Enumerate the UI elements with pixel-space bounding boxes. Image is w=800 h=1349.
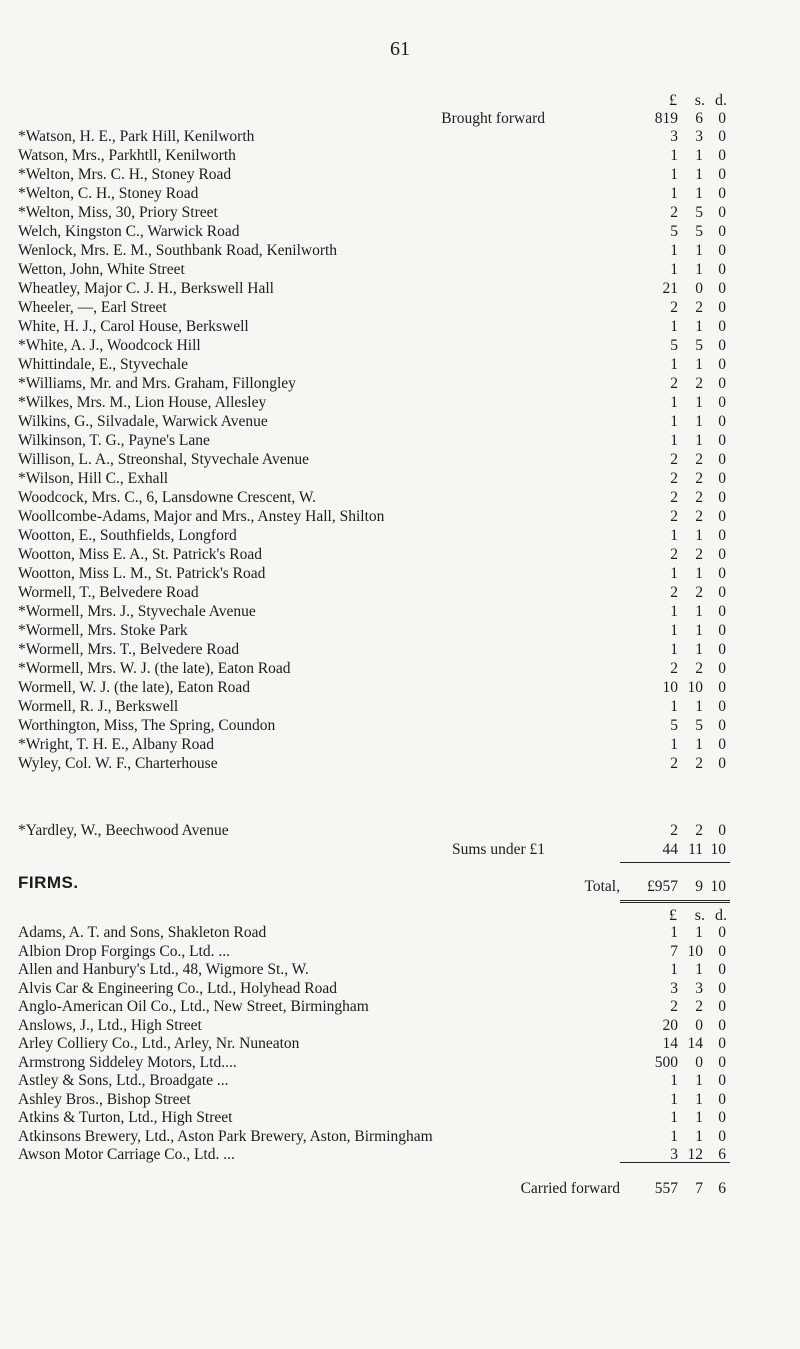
amount-pence: 0 — [718, 527, 726, 544]
amount-pounds: 1 — [670, 603, 678, 620]
brought-forward-label: Brought forward — [441, 110, 545, 127]
ledger-row — [0, 147, 800, 165]
amount-pounds: 7 — [670, 942, 678, 960]
amount-pence: 0 — [718, 451, 726, 468]
ledger-row — [0, 698, 800, 716]
donor-name: Wilkins, G., Silvadale, Warwick Avenue — [18, 413, 268, 430]
amount-shillings: 11 — [688, 841, 703, 858]
amount-shillings: 1 — [695, 166, 703, 183]
amount-pounds: 1 — [670, 565, 678, 582]
amount-pounds: 14 — [662, 1035, 678, 1052]
amount-pence: 0 — [718, 1090, 726, 1108]
total-pounds: £957 — [647, 878, 678, 895]
ledger-row — [0, 451, 800, 469]
carried-rule — [620, 1162, 730, 1163]
ledger-row — [0, 717, 800, 735]
shillings-header: s. — [694, 92, 705, 109]
donor-name: Anslows, J., Ltd., High Street — [18, 1016, 202, 1034]
amount-shillings: 6 — [695, 110, 703, 127]
amount-shillings: 2 — [695, 998, 703, 1015]
ledger-row — [0, 261, 800, 279]
amount-pounds: 1 — [670, 736, 678, 753]
amount-pounds: 1 — [670, 527, 678, 544]
ledger-row — [0, 1035, 800, 1053]
amount-shillings: 2 — [695, 489, 703, 506]
ledger-row — [0, 356, 800, 374]
amount-pounds: 500 — [654, 1053, 678, 1071]
firms-pence-header: d. — [715, 907, 727, 924]
ledger-row — [0, 299, 800, 317]
amount-shillings: 1 — [695, 736, 703, 753]
carried-forward-label: Carried forward — [520, 1180, 620, 1197]
ledger-row — [0, 998, 800, 1016]
amount-pounds: 1 — [670, 394, 678, 411]
total-pence: 10 — [710, 878, 726, 895]
ledger-row — [0, 166, 800, 184]
ledger-row — [0, 128, 800, 146]
amount-pence: 0 — [718, 736, 726, 753]
donor-name: *Wilson, Hill C., Exhall — [18, 470, 169, 487]
donor-name: Wootton, Miss L. M., St. Patrick's Road — [18, 565, 266, 582]
donor-name: *Watson, H. E., Park Hill, Kenilworth — [18, 128, 255, 145]
amount-pounds: 1 — [670, 1090, 678, 1108]
amount-pence: 0 — [718, 318, 726, 335]
amount-pounds: 2 — [670, 299, 678, 316]
donor-name: Albion Drop Forgings Co., Ltd. ... — [18, 942, 230, 960]
ledger-row — [0, 641, 800, 659]
ledger-row — [0, 337, 800, 355]
ledger-row — [0, 413, 800, 431]
brought-forward-row — [0, 110, 800, 128]
amount-pence: 0 — [718, 1127, 726, 1145]
amount-shillings: 2 — [695, 546, 703, 563]
donor-name: Watson, Mrs., Parkhtll, Kenilworth — [18, 147, 236, 164]
amount-pence: 0 — [718, 147, 726, 164]
amount-shillings: 12 — [687, 1146, 703, 1163]
amount-pence: 0 — [718, 546, 726, 563]
ledger-row — [0, 924, 800, 942]
amount-pence: 0 — [718, 1016, 726, 1034]
donor-name: *White, A. J., Woodcock Hill — [18, 337, 201, 354]
amount-shillings: 3 — [695, 979, 703, 997]
donor-name: White, H. J., Carol House, Berkswell — [18, 318, 249, 335]
amount-shillings: 2 — [695, 755, 703, 772]
pounds-header: £ — [669, 92, 677, 109]
amount-shillings: 3 — [695, 128, 703, 145]
amount-pence: 0 — [718, 413, 726, 430]
amount-pence: 0 — [718, 110, 726, 127]
amount-pounds: 2 — [670, 660, 678, 677]
amount-pence: 0 — [718, 755, 726, 772]
amount-pence: 0 — [718, 924, 726, 941]
ledger-row — [0, 565, 800, 583]
amount-pence: 0 — [718, 242, 726, 259]
amount-shillings: 1 — [695, 1127, 703, 1145]
sums-under-label: Sums under £1 — [452, 841, 545, 858]
ledger-row — [0, 584, 800, 602]
amount-shillings: 2 — [695, 375, 703, 392]
amount-pence: 0 — [718, 280, 726, 297]
donor-name: *Wormell, Mrs. T., Belvedere Road — [18, 641, 240, 658]
amount-shillings: 1 — [695, 261, 703, 278]
donor-name: Wetton, John, White Street — [18, 261, 185, 278]
amount-shillings: 1 — [695, 698, 703, 715]
ledger-row — [0, 679, 800, 697]
amount-pence: 0 — [718, 660, 726, 677]
ledger-row — [0, 375, 800, 393]
ledger-row — [0, 546, 800, 564]
donor-name: *Wormell, Mrs. J., Styvechale Avenue — [18, 603, 256, 620]
ledger-row — [0, 660, 800, 678]
ledger-row — [0, 1109, 800, 1127]
amount-pounds: 1 — [670, 924, 678, 941]
firms-heading: FIRMS. — [18, 873, 79, 892]
amount-pence: 0 — [718, 1072, 726, 1089]
amount-pence: 0 — [718, 337, 726, 354]
amount-pounds: 1 — [670, 166, 678, 183]
amount-pence: 0 — [718, 432, 726, 449]
amount-pence: 0 — [718, 204, 726, 221]
amount-shillings: 5 — [695, 223, 703, 240]
donor-name: Arley Colliery Co., Ltd., Arley, Nr. Nuneaton — [18, 1035, 300, 1052]
amount-pence: 0 — [718, 979, 726, 997]
amount-shillings: 2 — [695, 299, 703, 316]
amount-shillings: 2 — [695, 451, 703, 468]
amount-pence: 6 — [718, 1180, 726, 1197]
amount-pounds: 2 — [670, 755, 678, 772]
amount-shillings: 5 — [695, 337, 703, 354]
donor-name: *Welton, Miss, 30, Priory Street — [18, 204, 218, 221]
total-double-rule — [620, 900, 730, 903]
amount-pence: 0 — [718, 584, 726, 601]
amount-pence: 10 — [710, 841, 726, 858]
donor-name: Wootton, E., Southfields, Longford — [18, 527, 237, 544]
amount-pounds: 3 — [670, 1146, 678, 1163]
amount-shillings: 1 — [695, 961, 703, 978]
ledger-row — [0, 622, 800, 640]
ledger-row — [0, 185, 800, 203]
donor-name: Alvis Car & Engineering Co., Ltd., Holyhead Road — [18, 979, 337, 997]
amount-pence: 0 — [718, 375, 726, 392]
amount-shillings: 0 — [695, 280, 703, 297]
amount-shillings: 10 — [687, 942, 703, 960]
donor-name: Worthington, Miss, The Spring, Coundon — [18, 717, 276, 734]
amount-pounds: 44 — [662, 841, 678, 858]
donor-name: *Wilkes, Mrs. M., Lion House, Allesley — [18, 394, 267, 411]
ledger-row — [0, 489, 800, 507]
ledger-row — [0, 223, 800, 241]
amount-shillings: 10 — [687, 679, 703, 696]
amount-pence: 0 — [718, 698, 726, 715]
ledger-row — [0, 943, 800, 961]
donor-name: Willison, L. A., Streonshal, Styvechale Avenue — [18, 451, 309, 468]
donor-name: Wheeler, —, Earl Street — [18, 299, 167, 316]
amount-shillings: 7 — [695, 1180, 703, 1197]
amount-pounds: 1 — [670, 641, 678, 658]
ledger-row — [0, 980, 800, 998]
donor-name: Astley & Sons, Ltd., Broadgate ... — [18, 1072, 229, 1089]
amount-pence: 0 — [718, 356, 726, 373]
amount-pounds: 1 — [670, 147, 678, 164]
amount-pounds: 2 — [670, 204, 678, 221]
amount-pence: 0 — [718, 223, 726, 240]
donor-name: Allen and Hanbury's Ltd., 48, Wigmore St., W. — [18, 961, 309, 978]
amount-shillings: 1 — [695, 565, 703, 582]
amount-pounds: 10 — [662, 679, 678, 696]
donor-name: Wormell, W. J. (the late), Eaton Road — [18, 679, 251, 696]
donor-name: Atkinsons Brewery, Ltd., Aston Park Brewery, Aston, Birmingham — [18, 1127, 433, 1145]
amount-shillings: 5 — [695, 717, 703, 734]
donor-name: Wootton, Miss E. A., St. Patrick's Road — [18, 546, 262, 563]
sums-under-row — [0, 841, 800, 859]
amount-shillings: 1 — [695, 147, 703, 164]
amount-shillings: 1 — [695, 356, 703, 373]
ledger-row — [0, 394, 800, 412]
firms-shillings-header: s. — [694, 907, 705, 924]
total-shillings: 9 — [695, 878, 703, 895]
amount-pounds: 2 — [670, 998, 678, 1015]
ledger-row — [0, 1128, 800, 1146]
amount-shillings: 1 — [695, 394, 703, 411]
amount-pounds: 1 — [670, 413, 678, 430]
amount-shillings: 1 — [695, 413, 703, 430]
total-label: Total, — [584, 878, 620, 895]
amount-pence: 0 — [718, 679, 726, 696]
total-row — [0, 878, 800, 896]
amount-pounds: 5 — [670, 337, 678, 354]
donor-name: *Wormell, Mrs. W. J. (the late), Eaton Road — [18, 660, 291, 677]
donor-name: Welch, Kingston C., Warwick Road — [18, 223, 240, 240]
amount-pounds: 2 — [670, 546, 678, 563]
amount-pounds: 3 — [670, 979, 678, 997]
firms-pounds-header: £ — [669, 907, 677, 924]
amount-pounds: 1 — [670, 356, 678, 373]
amount-shillings: 1 — [695, 603, 703, 620]
sum-rule — [620, 862, 730, 863]
donor-name: Anglo-American Oil Co., Ltd., New Street, Birmingham — [18, 998, 369, 1015]
donor-name: Armstrong Siddeley Motors, Ltd.... — [18, 1053, 237, 1071]
ledger-row — [0, 242, 800, 260]
yardley-row — [0, 822, 800, 840]
donor-name: Wormell, R. J., Berkswell — [18, 698, 179, 715]
amount-shillings: 1 — [695, 924, 703, 941]
amount-pence: 0 — [718, 394, 726, 411]
amount-shillings: 1 — [695, 641, 703, 658]
ledger-row — [0, 1072, 800, 1090]
amount-pence: 0 — [718, 166, 726, 183]
ledger-row — [0, 603, 800, 621]
ledger-row — [0, 470, 800, 488]
amount-shillings: 1 — [695, 242, 703, 259]
amount-pounds: 2 — [670, 584, 678, 601]
amount-pence: 0 — [718, 128, 726, 145]
ledger-row — [0, 755, 800, 773]
page-number: 61 — [390, 38, 410, 60]
amount-shillings: 0 — [695, 1016, 703, 1034]
amount-pounds: 1 — [670, 1072, 678, 1089]
amount-pounds: 1 — [670, 318, 678, 335]
donor-name: *Yardley, W., Beechwood Avenue — [18, 822, 229, 839]
amount-pounds: 1 — [670, 1127, 678, 1145]
amount-pounds: 1 — [670, 1109, 678, 1126]
amount-pounds: 1 — [670, 622, 678, 639]
amount-pounds: 1 — [670, 242, 678, 259]
amount-shillings: 2 — [695, 660, 703, 677]
amount-shillings: 0 — [695, 1053, 703, 1071]
pence-header: d. — [715, 92, 727, 109]
donor-name: Atkins & Turton, Ltd., High Street — [18, 1109, 233, 1126]
ledger-row — [0, 1091, 800, 1109]
amount-shillings: 2 — [695, 822, 703, 839]
amount-pounds: 819 — [654, 110, 678, 127]
amount-shillings: 1 — [695, 1109, 703, 1126]
donor-name: Wyley, Col. W. F., Charterhouse — [18, 755, 218, 772]
amount-pounds: 2 — [670, 508, 678, 525]
amount-pence: 0 — [718, 717, 726, 734]
amount-pence: 0 — [718, 489, 726, 506]
donor-name: Adams, A. T. and Sons, Shakleton Road — [18, 924, 267, 941]
amount-shillings: 2 — [695, 470, 703, 487]
amount-pence: 0 — [718, 998, 726, 1015]
donor-name: *Welton, C. H., Stoney Road — [18, 185, 199, 202]
ledger-row — [0, 280, 800, 298]
amount-pounds: 1 — [670, 961, 678, 978]
amount-pounds: 20 — [662, 1016, 678, 1034]
amount-pence: 0 — [718, 299, 726, 316]
donor-name: Wenlock, Mrs. E. M., Southbank Road, Kenilworth — [18, 242, 338, 259]
amount-pence: 0 — [718, 942, 726, 960]
amount-pounds: 3 — [670, 128, 678, 145]
amount-pence: 0 — [718, 1109, 726, 1126]
amount-shillings: 1 — [695, 1072, 703, 1089]
amount-shillings: 1 — [695, 622, 703, 639]
amount-pence: 0 — [718, 603, 726, 620]
donor-name: *Wormell, Mrs. Stoke Park — [18, 622, 188, 639]
amount-pence: 0 — [718, 961, 726, 978]
amount-shillings: 1 — [695, 318, 703, 335]
donor-name: *Wright, T. H. E., Albany Road — [18, 736, 214, 753]
ledger-row — [0, 508, 800, 526]
donor-name: Wheatley, Major C. J. H., Berkswell Hall — [18, 280, 274, 297]
amount-pence: 0 — [718, 185, 726, 202]
amount-pounds: 5 — [670, 223, 678, 240]
amount-pence: 0 — [718, 470, 726, 487]
donor-name: Whittindale, E., Styvechale — [18, 356, 189, 373]
donor-name: *Williams, Mr. and Mrs. Graham, Fillongley — [18, 375, 296, 392]
ledger-row — [0, 1054, 800, 1072]
amount-pounds: 21 — [662, 280, 678, 297]
amount-pounds: 557 — [654, 1180, 678, 1197]
amount-pounds: 2 — [670, 375, 678, 392]
amount-pounds: 2 — [670, 489, 678, 506]
donor-name: Woollcombe-Adams, Major and Mrs., Anstey Hall, Shilton — [18, 508, 385, 525]
donor-name: Wormell, T., Belvedere Road — [18, 584, 199, 601]
amount-shillings: 1 — [695, 1090, 703, 1108]
amount-pence: 0 — [718, 565, 726, 582]
amount-pence: 0 — [718, 1053, 726, 1071]
amount-pence: 6 — [718, 1146, 726, 1163]
amount-shillings: 14 — [687, 1035, 703, 1052]
amount-pounds: 1 — [670, 185, 678, 202]
donor-name: Ashley Bros., Bishop Street — [18, 1090, 191, 1108]
amount-shillings: 5 — [695, 204, 703, 221]
amount-shillings: 2 — [695, 584, 703, 601]
amount-pence: 0 — [718, 1035, 726, 1052]
donor-name: *Welton, Mrs. C. H., Stoney Road — [18, 166, 232, 183]
ledger-row — [0, 432, 800, 450]
amount-pounds: 2 — [670, 822, 678, 839]
donor-name: Woodcock, Mrs. C., 6, Lansdowne Crescent, W. — [18, 489, 316, 506]
amount-pence: 0 — [718, 261, 726, 278]
amount-pounds: 1 — [670, 432, 678, 449]
ledger-row — [0, 736, 800, 754]
ledger-row — [0, 961, 800, 979]
donor-name: Wilkinson, T. G., Payne's Lane — [18, 432, 210, 449]
carried-forward-row — [0, 1180, 800, 1198]
amount-pence: 0 — [718, 622, 726, 639]
ledger-row — [0, 318, 800, 336]
amount-pence: 0 — [718, 508, 726, 525]
amount-pounds: 1 — [670, 261, 678, 278]
ledger-row — [0, 527, 800, 545]
amount-pounds: 2 — [670, 451, 678, 468]
donor-name: Awson Motor Carriage Co., Ltd. ... — [18, 1146, 235, 1163]
amount-shillings: 1 — [695, 432, 703, 449]
ledger-row — [0, 204, 800, 222]
amount-pounds: 2 — [670, 470, 678, 487]
amount-pence: 0 — [718, 641, 726, 658]
amount-pounds: 1 — [670, 698, 678, 715]
ledger-row — [0, 1017, 800, 1035]
amount-pounds: 5 — [670, 717, 678, 734]
amount-shillings: 1 — [695, 527, 703, 544]
amount-shillings: 2 — [695, 508, 703, 525]
amount-shillings: 1 — [695, 185, 703, 202]
amount-pence: 0 — [718, 822, 726, 839]
